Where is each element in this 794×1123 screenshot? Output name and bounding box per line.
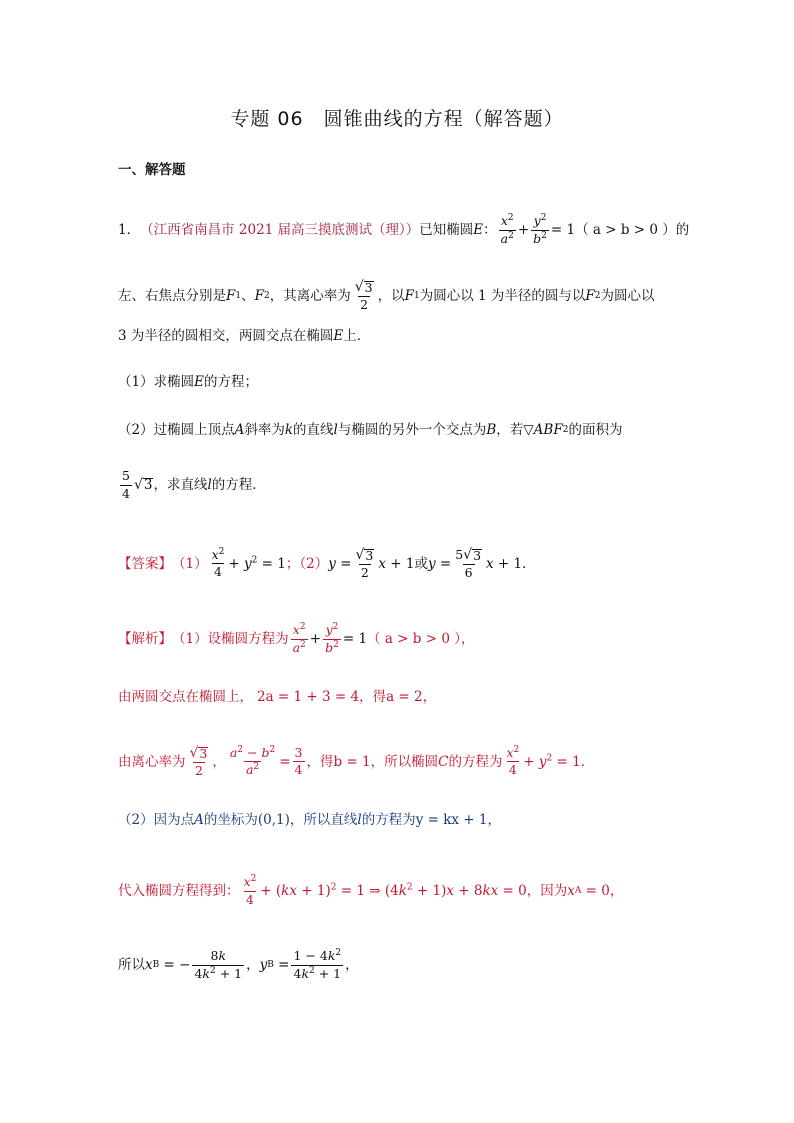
fraction: $\frac{y^2}{b^2}$ — [533, 212, 547, 246]
section-heading: 一、解答题 — [118, 162, 186, 178]
question-2: （2）过椭圆上顶点 A 斜率为 k 的直线 l 与椭圆的另外一个交点为 B ，若 ▽ ABF 2 的面积为 — [118, 422, 623, 438]
question-1: （1）求椭圆 E 的方程； — [118, 374, 258, 390]
problem-source: （江西省南昌市 2021 届高三摸底测试（理）） — [140, 222, 420, 238]
fraction: √ 3 2 — [189, 745, 208, 778]
analysis-line-5: 代入椭圆方程得到： $\frac{x^2}{4}$ + (kx + 1)$^2$ = 1 ⇒ $(4k^2 + 1)x + 8kx = 0$ ，因为 x A = 0 ， — [118, 873, 624, 907]
fraction: √ 3 2 — [354, 279, 373, 312]
analysis-line-3: 由离心率为 √ 3 2 ， $\frac{a^2 - b^2}{a^2}$ = $\frac{3}{4}$ ，得 b = 1 ，所以椭圆 C 的方程为 $\frac{x^2}{4}$ + $y^2 = 1$ ． — [118, 744, 595, 778]
fraction: $\frac{x^2}{a^2}$ — [292, 621, 306, 655]
fraction: $\frac{5}{4}$ — [122, 468, 130, 501]
analysis-line-2: 由两圆交点在椭圆上， 2a = 1 + 3 = 4 ，得 a = 2 ， — [118, 689, 437, 705]
fraction: $\frac{x^2}{a^2}$ — [500, 212, 514, 246]
analysis-line-1: 【解析】 （1）设椭圆方程为 $\frac{x^2}{a^2}$ + $\frac{y^2}{b^2}$ = 1 （ a > b > 0 ）， — [118, 621, 475, 655]
fraction: $\frac{1 - 4k^2}{4k^2 + 1}$ — [293, 947, 342, 981]
problem-number: 1． — [118, 222, 141, 238]
fraction: $\frac{a^2 - b^2}{a^2}$ — [229, 744, 276, 778]
fraction: $\frac{3}{4}$ — [294, 744, 303, 778]
fraction: $\frac{x^2}{4}$ — [243, 873, 257, 907]
fraction: $\frac{x^2}{4}$ — [211, 546, 225, 580]
analysis-line-6: 所以 x B = − $\frac{8k}{4k^2 + 1}$ ， y B = $\frac{1 - 4k^2}{4k^2 + 1}$ ， — [118, 947, 359, 981]
fraction: $\frac{x^2}{4}$ — [506, 744, 520, 778]
problem-line-1: 1． （江西省南昌市 2021 届高三摸底测试（理）） 已知椭圆 E ： $\frac{x^2}{a^2}$ + $\frac{y^2}{b^2}$ = 1 （ a > b > 0 ）的 — [118, 212, 690, 246]
analysis-label: 【解析】 — [118, 631, 172, 647]
analysis-line-4: （2）因为点 A 的坐标为 (0,1) ，所以直线 l 的方程为 y = kx + 1 ， — [118, 812, 501, 828]
fraction: 5 √ 3 6 — [455, 547, 482, 580]
page-title: 专题 06 圆锥曲线的方程（解答题） — [230, 108, 564, 130]
answer-line: 【答案】 （1） $\frac{x^2}{4}$ + $y^2 = 1$ ；（2） y = √ 3 2 x + 1 或 y = 5 √ 3 6 x + 1 ． — [118, 546, 536, 580]
fraction: $\frac{8k}{4k^2 + 1}$ — [194, 948, 243, 981]
fraction: $\frac{y^2}{b^2}$ — [325, 621, 339, 655]
answer-label: 【答案】 — [118, 555, 172, 572]
problem-line-2: 左、右焦点分别是 F 1 、 F 2 ，其离心率为 √ 3 2 ，以 F 1 为圆心以 1 为半径的圆与以 F 2 为圆心以 — [118, 279, 655, 312]
problem-line-3: 3 为半径的圆相交，两圆交点在椭圆 E 上． — [118, 328, 371, 344]
question-2-cont: $\frac{5}{4}$ √ 3 ，求直线 l 的方程． — [122, 468, 266, 501]
fraction: √ 3 2 — [355, 547, 374, 580]
